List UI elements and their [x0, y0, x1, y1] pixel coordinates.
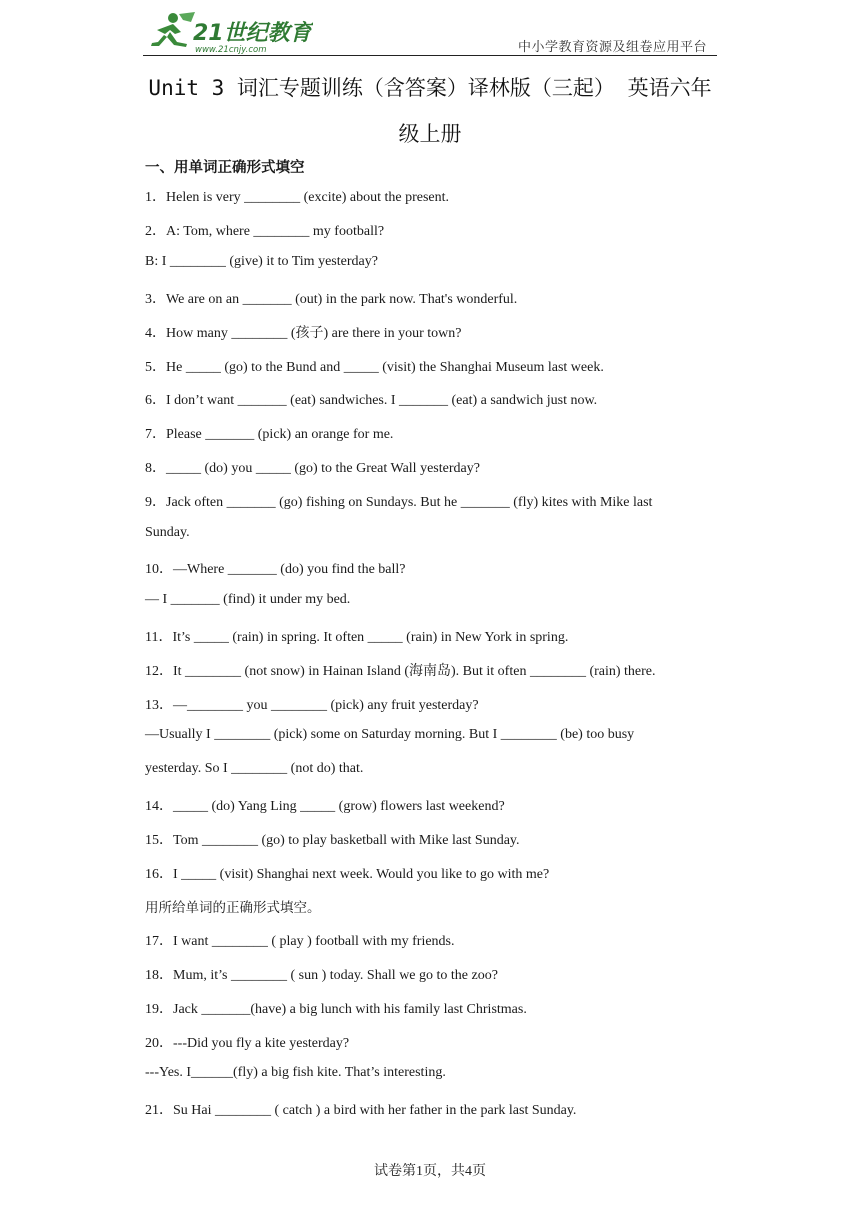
exercise-line: 15．Tom ________ (go) to play basketball with Mike last Sunday. [145, 833, 520, 848]
logo-21cnjy [143, 10, 313, 54]
exercise-line: 9．Jack often _______ (go) fishing on Sundays. But he _______ (fly) kites with Mike last [145, 495, 653, 510]
exercise-line: ---Yes. I______(fly) a big fish kite. That’s interesting. [145, 1065, 446, 1080]
page-footer: 试卷第1页，共4页 [374, 1164, 486, 1179]
exercise-line: 17．I want ________ ( play ) football with my friends. [145, 934, 455, 949]
exercise-line: 8．_____ (do) you _____ (go) to the Great Wall yesterday? [145, 461, 480, 476]
exercise-line: yesterday. So I ________ (not do) that. [145, 761, 364, 776]
platform-name: 中小学教育资源及组卷应用平台 [517, 40, 707, 55]
header-divider [143, 55, 717, 57]
exercise-line: B: I ________ (give) it to Tim yesterday? [145, 254, 378, 269]
exercise-line: 2．A: Tom, where ________ my football? [145, 224, 385, 239]
exercise-line: 11．It’s _____ (rain) in spring. It often _____ (rain) in New York in spring. [145, 630, 569, 645]
exercise-line: 1．Helen is very ________ (excite) about the present. [145, 190, 450, 205]
exercise-line: 21．Su Hai ________ ( catch ) a bird with her father in the park last Sunday. [145, 1103, 577, 1118]
page-title-continued: 级上册 [398, 122, 462, 146]
exercise-line: Sunday. [145, 525, 190, 540]
exercise-line: 5．He _____ (go) to the Bund and _____ (visit) the Shanghai Museum last week. [145, 360, 604, 375]
exercise-line: 7．Please _______ (pick) an orange for me. [145, 427, 394, 442]
exercise-line: 4．How many ________ (孩子) are there in your town? [145, 326, 462, 341]
exercise-line: 12．It ________ (not snow) in Hainan Island (海南岛). But it often ________ (rain) there. [145, 664, 656, 679]
exercise-line: 6．I don’t want _______ (eat) sandwiches. I _______ (eat) a sandwich just now. [145, 393, 598, 408]
exercise-line: 10．—Where _______ (do) you find the ball? [145, 562, 406, 577]
exercise-line: — I _______ (find) it under my bed. [145, 592, 351, 607]
exercise-line: —Usually I ________ (pick) some on Saturday morning. But I ________ (be) too busy [145, 727, 635, 742]
exercise-line: 19．Jack _______(have) a big lunch with his family last Christmas. [145, 1002, 527, 1017]
sub-instruction: 用所给单词的正确形式填空。 [145, 900, 321, 916]
section-heading: 一、用单词正确形式填空 [145, 160, 305, 176]
page-header [143, 8, 717, 56]
svg-text:21世纪教育: 21世纪教育 [193, 21, 312, 46]
page-title: Unit 3 词汇专题训练（含答案）译林版（三起） 英语六年 [148, 76, 712, 100]
exercise-line: 20．---Did you fly a kite yesterday? [145, 1036, 350, 1051]
svg-text:www.21cnjy.com: www.21cnjy.com [195, 45, 267, 54]
exercise-line: 3．We are on an _______ (out) in the park now. That's wonderful. [145, 292, 518, 307]
exercise-line: 13．—________ you ________ (pick) any fruit yesterday? [145, 698, 479, 713]
exercise-line: 16．I _____ (visit) Shanghai next week. Would you like to go with me? [145, 867, 550, 882]
exercise-line: 14．_____ (do) Yang Ling _____ (grow) flowers last weekend? [145, 799, 505, 814]
exercise-line: 18．Mum, it’s ________ ( sun ) today. Shall we go to the zoo? [145, 968, 498, 983]
